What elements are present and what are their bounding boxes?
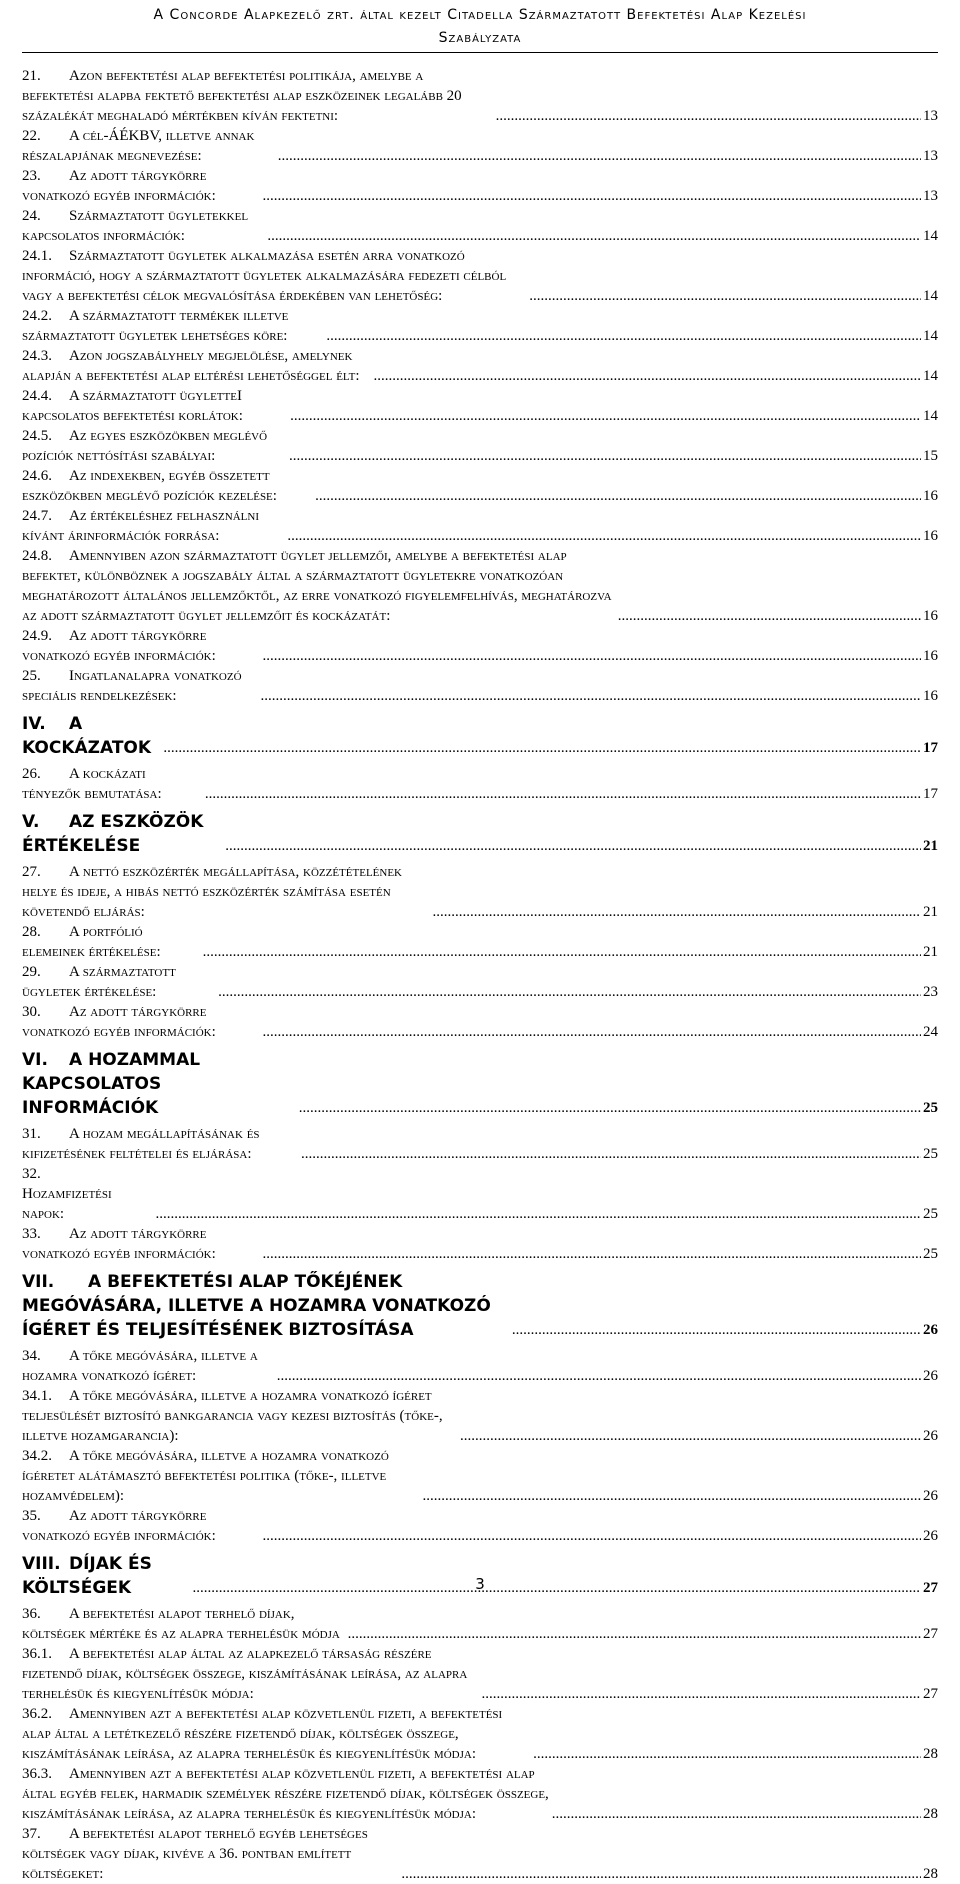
toc-entry-number: 31. <box>22 1126 41 1142</box>
toc-entry[interactable] <box>22 346 938 386</box>
toc-entry-page: 28 <box>923 1746 938 1762</box>
toc-entry[interactable] <box>22 862 938 922</box>
toc-entry-text <box>22 246 529 306</box>
toc-entry[interactable] <box>22 922 938 962</box>
toc-entry-title: A származtatott ügyletteI kapcsolatos befektetési korlátok: <box>22 388 243 424</box>
toc-dot-leader <box>348 1624 921 1644</box>
toc-entry-title: A portfólió elemeinek értékelése: <box>22 924 161 960</box>
toc-entry-page: 26 <box>923 1322 938 1338</box>
toc-entry-number: 24.3. <box>22 348 52 364</box>
toc-dot-leader <box>423 1486 922 1506</box>
toc-entry-title: Amennyiben azt a befektetési alap közvetlenül fizeti, a befektetési alap által a letétkezelő részére fizetendő díjak, költségek összege, kiszámításának leírása, az alapra terhelésük és kiegyenlítésük módja: <box>22 1706 503 1762</box>
toc-entry-text <box>22 1506 262 1546</box>
toc-entry-page: 27 <box>923 1580 938 1596</box>
toc-entry-text <box>22 1446 423 1506</box>
toc-entry-title: Amennyiben azon származtatott ügylet jellemzői, amelybe a befektetési alap befektet, különböznek a jogszabály által a származtatott ügyletekre vonatkozóan meghatározott általános jellemzőktől, az erre vonatkozó figyelemfelhívás, meghatározva az adott származtatott ügylet jellemzőit és kockázatát: <box>22 548 612 624</box>
toc-entry-page: 14 <box>923 228 938 244</box>
toc-entry-text <box>22 764 205 804</box>
toc-dot-leader <box>262 1022 921 1042</box>
toc-dot-leader <box>299 1096 921 1120</box>
toc-entry-number: 37. <box>22 1826 41 1842</box>
toc-entry-page: 23 <box>923 984 938 1000</box>
toc-entry-number: 34. <box>22 1348 41 1364</box>
toc-section-heading[interactable] <box>22 712 938 760</box>
toc-entry-text <box>22 66 496 126</box>
toc-entry-title: Az adott tárgykörre vonatkozó egyéb információk: <box>22 628 216 664</box>
toc-section-heading[interactable] <box>22 1270 938 1342</box>
toc-entry[interactable] <box>22 1002 938 1042</box>
toc-entry-number: V. <box>22 812 40 832</box>
toc-entry-title: A származtatott ügyletek értékelése: <box>22 964 176 1000</box>
toc-entry-number: 34.1. <box>22 1388 52 1404</box>
toc-dot-leader <box>533 1744 921 1764</box>
toc-entry[interactable] <box>22 426 938 466</box>
toc-dot-leader <box>512 1318 921 1342</box>
toc-entry[interactable] <box>22 1704 938 1764</box>
toc-entry-text <box>22 126 278 166</box>
toc-entry-title: DÍJAK ÉS KÖLTSÉGEK <box>22 1554 152 1598</box>
toc-entry-number: 24.2. <box>22 308 52 324</box>
toc-entry-number: 21. <box>22 68 41 84</box>
toc-entry-title: Azon jogszabályhely megjelölése, amelynek alapján a befektetési alap eltérési lehetőséggel élt: <box>22 348 360 384</box>
toc-entry-title: A cél-ÁÉKBV, illetve annak részalapjának megnevezése: <box>22 128 255 164</box>
toc-entry-number: 24.6. <box>22 468 52 484</box>
toc-entry[interactable] <box>22 1346 938 1386</box>
toc-entry-text <box>22 1704 533 1764</box>
toc-entry-number: VII. <box>22 1272 55 1292</box>
toc-entry[interactable] <box>22 306 938 346</box>
toc-dot-leader <box>262 186 921 206</box>
toc-entry-number: 28. <box>22 924 41 940</box>
toc-dot-leader <box>205 784 921 804</box>
toc-dot-leader <box>278 146 921 166</box>
toc-entry-number: 27. <box>22 864 41 880</box>
toc-dot-leader <box>261 686 921 706</box>
toc-entry-title: A HOZAMMAL KAPCSOLATOS INFORMÁCIÓK <box>22 1050 201 1118</box>
toc-entry-text <box>22 206 267 246</box>
toc-entry-title: A befektetési alapot terhelő díjak, költségek mértéke és az alapra terhelésük módja <box>22 1606 340 1642</box>
toc-entry-number: 36.3. <box>22 1766 52 1782</box>
toc-entry[interactable] <box>22 506 938 546</box>
toc-entry-text <box>22 506 287 546</box>
toc-entry[interactable] <box>22 1764 938 1824</box>
toc-entry[interactable] <box>22 386 938 426</box>
toc-entry-text <box>22 862 432 922</box>
toc-dot-leader <box>218 982 921 1002</box>
table-of-contents <box>22 66 938 1884</box>
toc-entry[interactable] <box>22 666 938 706</box>
toc-entry-title: A KOCKÁZATOK <box>22 714 152 758</box>
toc-entry-page: 27 <box>923 1626 938 1642</box>
toc-entry-text <box>22 546 618 626</box>
toc-dot-leader <box>460 1426 921 1446</box>
toc-entry-page: 21 <box>923 838 938 854</box>
toc-entry-page: 17 <box>923 786 938 802</box>
toc-entry-title: Az adott tárgykörre vonatkozó egyéb információk: <box>22 1004 216 1040</box>
toc-entry-page: 16 <box>923 648 938 664</box>
toc-entry[interactable] <box>22 1506 938 1546</box>
header-line-1: A Concorde Alapkezelő zrt. által kezelt Citadella Származtatott Befektetési Alap Kezelési <box>153 7 807 23</box>
toc-entry-page: 21 <box>923 904 938 920</box>
toc-entry-number: 22. <box>22 128 41 144</box>
toc-entry-text <box>22 1644 482 1704</box>
toc-entry-number: 36.2. <box>22 1706 52 1722</box>
toc-entry-text <box>22 166 262 206</box>
toc-entry[interactable] <box>22 764 938 804</box>
toc-entry-page: 24 <box>923 1024 938 1040</box>
toc-entry-number: 26. <box>22 766 41 782</box>
toc-entry-number: 24.4. <box>22 388 52 404</box>
toc-entry-text <box>22 1048 299 1120</box>
toc-entry-number: 24.1. <box>22 248 52 264</box>
toc-dot-leader <box>496 106 921 126</box>
toc-entry-text <box>22 1346 277 1386</box>
toc-entry-page: 25 <box>923 1246 938 1262</box>
toc-entry-title: Az adott tárgykörre vonatkozó egyéb információk: <box>22 1508 216 1544</box>
toc-entry-title: Ingatlanalapra vonatkozó speciális rendelkezések: <box>22 668 242 704</box>
toc-entry-number: 24.9. <box>22 628 52 644</box>
toc-dot-leader <box>267 226 921 246</box>
toc-entry[interactable] <box>22 1824 938 1884</box>
toc-entry[interactable] <box>22 1644 938 1704</box>
toc-entry[interactable] <box>22 466 938 506</box>
toc-entry-page: 26 <box>923 1488 938 1504</box>
toc-section-heading[interactable] <box>22 810 938 858</box>
toc-entry-number: 24.5. <box>22 428 52 444</box>
toc-entry-number: 24.8. <box>22 548 52 564</box>
toc-entry-page: 16 <box>923 528 938 544</box>
toc-entry-title: Származtatott ügyletek alkalmazása esetén arra vonatkozó információ, hogy a származtatott ügyletek alkalmazására fedezeti célból vagy a befektetési célok megvalósítása érdekében van lehetőség: <box>22 248 507 304</box>
toc-entry-page: 14 <box>923 328 938 344</box>
toc-entry-text <box>22 1224 262 1264</box>
toc-entry-text <box>22 346 374 386</box>
toc-entry[interactable] <box>22 1124 938 1164</box>
toc-entry-title: Származtatott ügyletekkel kapcsolatos információk: <box>22 208 249 244</box>
toc-entry-number: 36. <box>22 1606 41 1622</box>
toc-entry-page: 16 <box>923 608 938 624</box>
toc-entry-number: VI. <box>22 1050 48 1070</box>
toc-entry-page: 13 <box>923 188 938 204</box>
toc-entry-title: Az adott tárgykörre vonatkozó egyéb információk: <box>22 1226 216 1262</box>
toc-dot-leader <box>287 526 921 546</box>
toc-entry-page: 16 <box>923 688 938 704</box>
toc-entry-page: 26 <box>923 1368 938 1384</box>
toc-dot-leader <box>156 1204 921 1224</box>
toc-entry[interactable] <box>22 962 938 1002</box>
toc-entry-page: 25 <box>923 1206 938 1222</box>
toc-dot-leader <box>326 326 921 346</box>
toc-dot-leader <box>203 942 921 962</box>
toc-entry-text <box>22 1124 301 1164</box>
toc-entry-title: A tőke megóvására, illetve a hozamra vonatkozó ígéretet alátámasztó befektetési politika (tőke-, illetve hozamvédelem): <box>22 1448 389 1504</box>
toc-entry-number: 34.2. <box>22 1448 52 1464</box>
toc-dot-leader <box>482 1684 921 1704</box>
toc-entry-text <box>22 1270 512 1342</box>
toc-entry-page: 16 <box>923 488 938 504</box>
toc-entry-page: 17 <box>923 740 938 756</box>
toc-entry-number: 24.7. <box>22 508 52 524</box>
header-rule <box>22 52 938 53</box>
toc-entry-title: AZ ESZKÖZÖK ÉRTÉKELÉSE <box>22 812 204 856</box>
toc-section-heading[interactable] <box>22 1048 938 1120</box>
toc-dot-leader <box>618 606 921 626</box>
toc-entry-text <box>22 962 218 1002</box>
toc-entry-number: 29. <box>22 964 41 980</box>
toc-entry[interactable] <box>22 66 938 126</box>
toc-entry-title: A befektetési alap által az alapkezelő társaság részére fizetendő díjak, költségek összege, kiszámításának leírása, az alapra terhelésük és kiegyenlítésük módja: <box>22 1646 468 1702</box>
toc-entry-text <box>22 1604 348 1644</box>
toc-entry-title: A származtatott termékek illetve származtatott ügyletek lehetséges köre: <box>22 308 289 344</box>
toc-dot-leader <box>290 406 921 426</box>
toc-entry-title: Az értékeléshez felhasználni kívánt árinformációk forrása: <box>22 508 259 544</box>
toc-entry-text <box>22 1386 460 1446</box>
toc-entry-title: A hozam megállapításának és kifizetésének feltételei és eljárása: <box>22 1126 260 1162</box>
toc-entry-text <box>22 426 289 466</box>
toc-entry-text <box>22 1824 401 1884</box>
toc-entry[interactable] <box>22 1224 938 1264</box>
toc-dot-leader <box>163 736 921 760</box>
page-header <box>0 4 960 50</box>
toc-entry-number: 33. <box>22 1226 41 1242</box>
toc-entry-text <box>22 466 315 506</box>
toc-entry[interactable] <box>22 246 938 306</box>
toc-entry[interactable] <box>22 166 938 206</box>
toc-entry-text <box>22 1164 156 1224</box>
toc-entry-title: A BEFEKTETÉSI ALAP TŐKÉJÉNEK MEGÓVÁSÁRA, ILLETVE A HOZAMRA VONATKOZÓ ÍGÉRET ÉS TELJESÍTÉSÉNEK BIZTOSÍTÁSA <box>22 1272 491 1340</box>
toc-entry-number: 35. <box>22 1508 41 1524</box>
toc-entry-text <box>22 386 290 426</box>
toc-dot-leader <box>432 902 921 922</box>
toc-entry-number: VIII. <box>22 1554 61 1574</box>
toc-entry-title: Hozamfizetési napok: <box>22 1186 112 1222</box>
toc-entry-text <box>22 1002 262 1042</box>
toc-entry-page: 21 <box>923 944 938 960</box>
toc-entry-text <box>22 666 261 706</box>
toc-entry-page: 15 <box>923 448 938 464</box>
toc-entry-text <box>22 306 326 346</box>
toc-entry[interactable] <box>22 206 938 246</box>
header-line-2: Szabályzata <box>438 30 522 46</box>
toc-entry-title: Amennyiben azt a befektetési alap közvetlenül fizeti, a befektetési alap által egyéb felek, harmadik személyek részére fizetendő díjak, költségek összege, kiszámításának leírása, az alapra terhelésük és kiegyenlítésük módja: <box>22 1766 549 1822</box>
toc-entry[interactable] <box>22 626 938 666</box>
toc-dot-leader <box>529 286 921 306</box>
toc-entry-page: 28 <box>923 1866 938 1882</box>
toc-entry-number: 23. <box>22 168 41 184</box>
toc-entry-page: 27 <box>923 1686 938 1702</box>
toc-entry-text <box>22 712 163 760</box>
toc-entry-text <box>22 922 203 962</box>
toc-dot-leader <box>552 1804 921 1824</box>
toc-entry-text <box>22 626 262 666</box>
toc-dot-leader <box>289 446 921 466</box>
toc-dot-leader <box>262 1244 921 1264</box>
toc-entry-page: 28 <box>923 1806 938 1822</box>
toc-entry-title: A kockázati tényezők bemutatása: <box>22 766 162 802</box>
toc-entry-page: 26 <box>923 1528 938 1544</box>
toc-entry-number: 30. <box>22 1004 41 1020</box>
toc-entry-page: 14 <box>923 288 938 304</box>
toc-dot-leader <box>374 366 922 386</box>
toc-entry-text <box>22 1764 552 1824</box>
toc-entry-text <box>22 810 225 858</box>
toc-entry[interactable] <box>22 546 938 626</box>
toc-entry-title: Az adott tárgykörre vonatkozó egyéb információk: <box>22 168 216 204</box>
toc-dot-leader <box>277 1366 921 1386</box>
toc-entry-number: IV. <box>22 714 46 734</box>
toc-dot-leader <box>401 1864 921 1884</box>
page-number: 3 <box>475 1575 485 1593</box>
toc-entry-page: 26 <box>923 1428 938 1444</box>
toc-entry-number: 32. <box>22 1166 41 1182</box>
toc-dot-leader <box>262 646 921 666</box>
toc-entry[interactable] <box>22 1164 938 1224</box>
toc-entry-title: Az egyes eszközökben meglévő pozíciók nettósítási szabályai: <box>22 428 268 464</box>
toc-entry-title: A befektetési alapot terhelő egyéb lehetséges költségek vagy díjak, kivéve a 36. pontban említett költségeket: <box>22 1826 368 1882</box>
toc-entry-title: Az indexekben, egyéb összetett eszközökben meglévő pozíciók kezelése: <box>22 468 277 504</box>
toc-entry-page: 25 <box>923 1100 938 1116</box>
toc-entry[interactable] <box>22 1446 938 1506</box>
toc-entry-page: 25 <box>923 1146 938 1162</box>
toc-entry-page: 13 <box>923 108 938 124</box>
toc-entry-title: Azon befektetési alap befektetési politikája, amelybe a befektetési alapba fektető befektetési alap eszközeinek legalább 20 százalékát meghaladó mértékben kíván fektetni: <box>22 68 462 124</box>
toc-entry[interactable] <box>22 1386 938 1446</box>
toc-entry-page: 13 <box>923 148 938 164</box>
toc-entry-number: 24. <box>22 208 41 224</box>
toc-entry-title: A tőke megóvására, illetve a hozamra vonatkozó ígéret teljesülését biztosító bankgarancia vagy kezesi biztosítás (tőke-, illetve hozamgarancia): <box>22 1388 443 1444</box>
toc-entry[interactable] <box>22 126 938 166</box>
toc-entry-page: 14 <box>923 368 938 384</box>
toc-entry-title: A tőke megóvására, illetve a hozamra vonatkozó ígéret: <box>22 1348 258 1384</box>
toc-dot-leader <box>262 1526 921 1546</box>
toc-entry-page: 14 <box>923 408 938 424</box>
toc-dot-leader <box>225 834 921 858</box>
toc-entry-number: 36.1. <box>22 1646 52 1662</box>
toc-dot-leader <box>315 486 921 506</box>
toc-entry-number: 25. <box>22 668 41 684</box>
toc-dot-leader <box>301 1144 921 1164</box>
toc-entry-title: A nettó eszközérték megállapítása, közzétételének helye és ideje, a hibás nettó eszközérték számítása esetén követendő eljárás: <box>22 864 402 920</box>
toc-entry[interactable] <box>22 1604 938 1644</box>
